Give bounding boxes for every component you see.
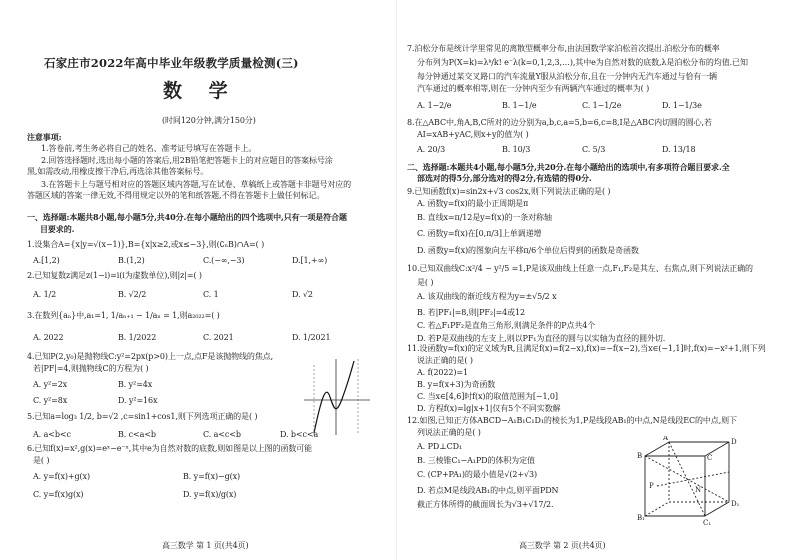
notice-title: 注意事项: [27,132,62,142]
option: B. y=f(x+3)为奇函数 [417,380,496,389]
notice-line: 黑,如需改动,用橡皮擦干净后,再选涂其他答案标号。 [27,167,209,176]
question-stem: 1.设集合A={x|y=√(x−1)},B={x|x≥2,或x≤−3},则(∁ₙB)∩A=( ) [27,240,265,249]
cube-figure [635,436,741,526]
cube-label: C [707,454,713,462]
option: A. 函数y=f(x)的最小正周期是π [417,199,529,208]
option: D. 1/2021 [292,333,331,342]
section-heading: 二、选择题:本题共4小题,每小题5分,共20分.在每小题给出的选项中,有多项符合题目要求.全 [407,162,730,172]
option: B. 直线x=π/12是y=f(x)的一条对称轴 [417,213,552,222]
notice-line: 2.回答选择题时,选出每小题的答案后,用2B铅笔把答题卡上的对应题目的答案标号涂 [41,156,333,165]
option: A. 1/2 [33,290,57,299]
question-stem: 8.在△ABC中,角A,B,C所对的边分别为a,b,c,a=5,b=6,c=8,I是△ABC内切圆的圆心,若 [407,118,712,127]
option: A. f(2022)=1 [417,368,469,377]
question-stem: 7.泊松分布是统计学里常见的离散型概率分布,由法国数学家泊松首次提出.泊松分布的概率 [407,44,720,53]
option: C. a<c<b [203,430,241,439]
option: D.[1,+∞) [292,256,328,265]
option: C. (CP+PA₁)的最小值是√(2+√3) [417,470,538,479]
option: C. 1 [203,290,219,299]
option: C. 当x∈[4,6]时f(x)的取值范围为[−1,0] [417,392,558,401]
cube-label: A [663,436,669,442]
function-curve [314,361,354,433]
option: B. √2/2 [118,290,147,299]
option: B. y=f(x)−g(x) [183,472,241,481]
cube-label: P [649,482,654,490]
question-stem-cont: 每分钟通过某交叉路口的汽车流量Y服从泊松分布,且在一分钟内无汽车通过与恰有一辆 [417,72,717,81]
question-stem: 9.已知函数f(x)=sin2x+√3 cos2x,则下列说法正确的是( ) [407,187,611,196]
option: C.(−∞,−3) [203,256,245,265]
option: A.[1,2) [33,256,60,265]
option: C. y²=8x [33,396,68,405]
question-stem: 12.如图,已知正方体ABCD−A₁B₁C₁D₁的棱长为1,P是线段AB₁的中点,N是线段EC的中点,则下 [407,416,737,425]
option: D. 13/18 [662,145,696,154]
option: 截正方体所得的截面周长为√3+√17/2. [417,500,554,509]
option: B. 10/3 [502,145,531,154]
option: D. 若点M是线段AB₁的中点,则平面PDN [417,486,559,495]
cube-label: D [731,438,737,446]
option: B. 若|PF₁|=8,则|PF₂|=4或12 [417,308,526,317]
option: A. 该双曲线的渐近线方程为y=±√5/2 x [417,292,557,301]
option: C. 函数y=f(x)在[0,π/3]上单调递增 [417,229,542,238]
option: C. 若△F₁PF₂是直角三角形,则满足条件的P点共4个 [417,321,596,330]
option: A. a<b<c [33,430,71,439]
option: D. y²=16x [118,396,158,405]
page-2 [397,0,794,560]
option: D. 若P是双曲线的左支上,则以PF₁为直径的圆与以实轴为直径的圆外切. [417,334,666,343]
option: B. 1−1/e [502,101,537,110]
option: A. y²=2x [33,380,68,389]
option: A. PD⊥CD₁ [417,442,463,451]
notice-line: 1.答卷前,考生务必将自己的姓名、准考证号填写在答题卡上。 [41,144,257,153]
question-stem-cont: 汽车通过的概率相等,则在一分钟内至少有两辆汽车通过的概率为( ) [417,84,650,93]
option: A. 2022 [33,333,64,342]
option: D. 函数y=f(x)的图象向左平移π/6个单位后得到的函数是奇函数 [417,246,639,255]
option: B. 1/2022 [118,333,157,342]
cube-label: N [695,486,702,494]
question-stem: 11.设函数y=f(x)的定义域为R,且满足f(x)=f(2−x),f(x)=−f(x−2),当x∈(−1,1]时,f(x)=−x²+1,则下列 [407,344,766,353]
option: C. 1−1/2e [582,101,622,110]
question-stem-cont: 列说法正确的是( ) [417,428,481,437]
cube-label: B [637,452,643,460]
cube-label: D₁ [731,500,740,508]
function-graph-figure [300,355,372,437]
option: B.(1,2) [118,256,145,265]
option: B. c<a<b [118,430,156,439]
exam-title: 石家庄市2022年高中毕业年级教学质量检测(三) [44,56,299,70]
question-stem-cont: 是( ) [417,278,434,287]
section-heading: 部选对的得5分,部分选对的得2分,有选错的得0分. [417,173,592,183]
question-stem: 3.在数列{aₙ}中,a₁=1, 1/aₙ₊₁ − 1/aₙ = 1,则a₂₀₂₂=( ) [27,311,220,320]
question-stem-cont: 分布列为P(X=k)=λᵏ/k! e⁻λ(k=0,1,2,3,…),其中e为自然对数的底数,λ是泊松分布的均值.已知 [417,58,748,67]
subject-title: 数 学 [163,80,238,102]
question-stem: 2.已知复数z满足z(1−i)=i(i为虚数单位),则|z|=( ) [27,271,202,280]
section-heading: 一、选择题:本题共8小题,每小题5分,共40分.在每小题给出的四个选项中,只有一项是符合题 [27,212,347,222]
notice-line: 3.在答题卡上与题号相对应的答题区域内答题,写在试卷、草稿纸上或答题卡非题号对应的 [41,180,352,189]
page-footer: 高三数学 第 2 页(共4页) [519,541,606,550]
question-stem: 6.已知f(x)=x²,g(x)=eˣ−e⁻ˣ,其中e为自然对数的底数,则如图是以上图的函数可能 [27,444,313,453]
question-stem: 4.已知P(2,y₀)是抛物线C:y²=2px(p>0)上一点,点F是该抛物线的焦点, [27,352,274,361]
option: D. b<c<a [280,430,319,439]
option: C. y=f(x)g(x) [33,490,84,499]
option: D. 方程f(x)=lg|x+1|仅有5个不同实数解 [417,404,561,413]
question-stem-cont: 是( ) [33,456,50,465]
option: A. y=f(x)+g(x) [33,472,90,481]
option: D. y=f(x)/g(x) [183,490,237,499]
option: B. 三棱锥C₁−A₁PD的体积为定值 [417,456,535,465]
notice-line: 答题区域的答案一律无效,不得用规定以外的笔和纸答题,不得在答题卡上做任何标记。 [27,191,325,200]
option: D. 1−1/3e [662,101,702,110]
question-stem-cont: 说法正确的是( ) [417,356,473,365]
option: A. 1−2/e [417,101,452,110]
cube-label: B₁ [637,514,645,522]
option: C. 2021 [203,333,234,342]
option: B. y²=4x [118,380,153,389]
question-stem-cont: AI=xAB+yAC,则x+y的值为( ) [417,130,529,139]
option: A. 20/3 [417,145,446,154]
question-stem: 5.已知a=log₃ 1/2, b=√2 ,c=sin1+cos1,则下列选项正确的是( ) [27,412,258,421]
question-stem-cont: 若|PF|=4,则抛物线C的方程为( ) [33,364,149,373]
option: C. 5/3 [582,145,606,154]
page-footer: 高三数学 第 1 页(共4页) [162,541,249,550]
cube-label: C₁ [703,519,712,526]
section-heading: 目要求的. [40,224,75,234]
time-info: (时间120分钟,满分150分) [162,116,256,125]
question-stem: 10.已知双曲线C:x²/4 − y²/5 =1,P是该双曲线上任意一点,F₁,F₂是其左、右焦点,则下列说法正确的 [407,264,753,273]
option: D. √2 [292,290,313,299]
